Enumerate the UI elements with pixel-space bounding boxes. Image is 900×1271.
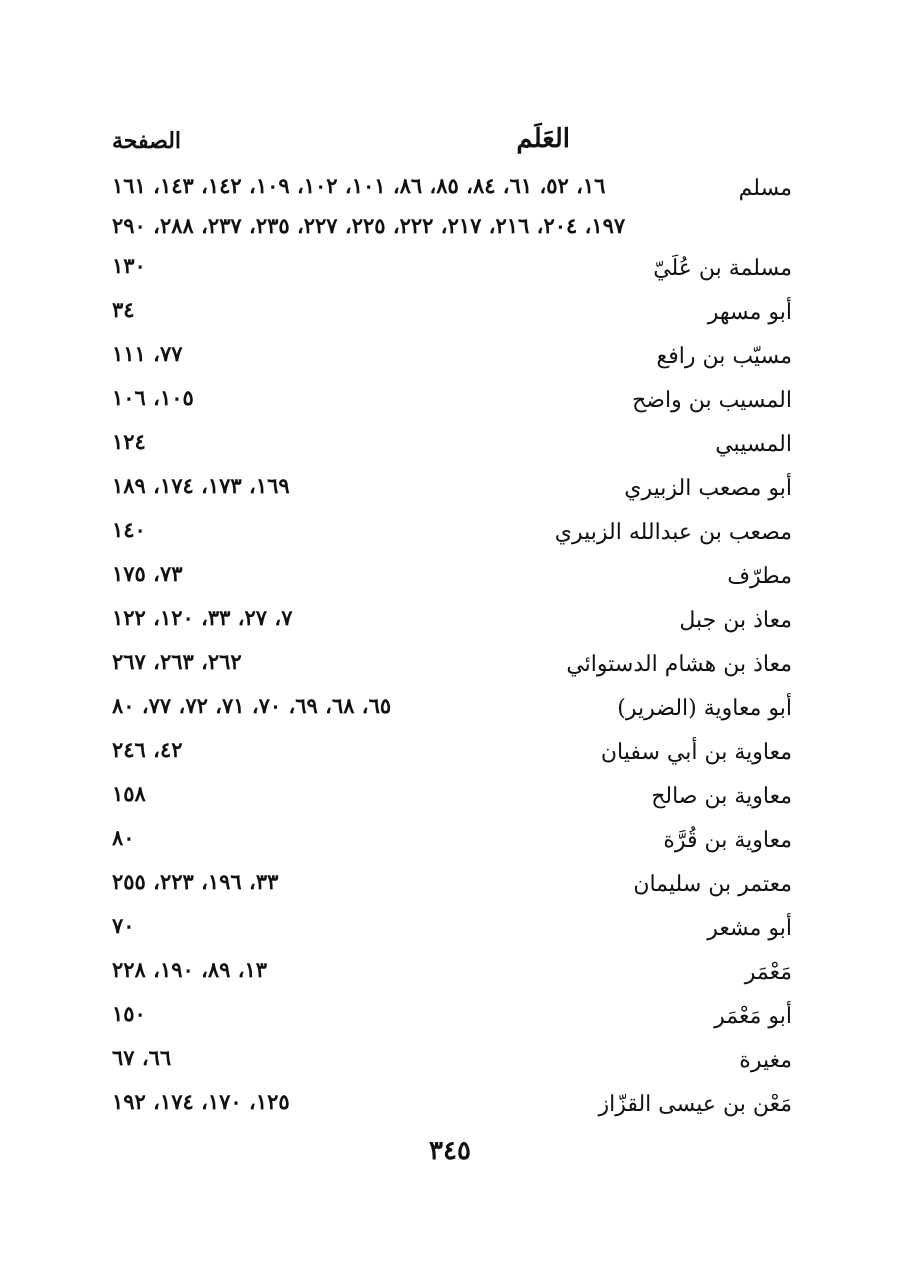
entry-pages: [112, 422, 672, 462]
entry-pages: [112, 166, 672, 246]
page-numbers-line: ١٦، ٥٢، ٦١، ٨٤، ٨٥، ٨٦، ١٠١، ١٠٢، ١٠٩، ١٤٢، ١٤٣، ١٦١: [112, 173, 606, 198]
entry-name: مسيّب بن رافع: [656, 344, 792, 369]
index-entry: [112, 598, 792, 642]
index-entry: [112, 246, 792, 290]
index-entry: [112, 554, 792, 598]
page-numbers-line: ١٤٠: [112, 517, 146, 542]
entry-name: أبو مصعب الزبيري: [624, 476, 792, 501]
page-numbers-line: ١٢٤: [112, 429, 146, 454]
entry-name: مسلمة بن عُلَيّ: [653, 256, 792, 281]
page-numbers-line: ٣٣، ١٩٦، ٢٢٣، ٢٥٥: [112, 869, 279, 894]
entry-name: مسلم: [738, 176, 792, 201]
entry-pages: [112, 290, 672, 330]
page-numbers-line: ٧، ٢٧، ٣٣، ١٢٠، ١٢٢: [112, 605, 293, 630]
page-numbers-line: ٨٠: [112, 825, 135, 850]
page-numbers-line: ١٩٧، ٢٠٤، ٢١٦، ٢١٧، ٢٢٢، ٢٢٥، ٢٢٧، ٢٣٥، ٢٣٧، ٢٨٨، ٢٩٠: [112, 213, 626, 238]
index-entry: [112, 422, 792, 466]
index-entry: [112, 1082, 792, 1126]
entry-name: مصعب بن عبدالله الزبيري: [554, 520, 792, 545]
entry-name: أبو مسهر: [707, 300, 792, 325]
entry-pages: [112, 642, 566, 682]
entry-pages: [112, 1082, 598, 1122]
page-numbers-line: ٢٦٢، ٢٦٣، ٢٦٧: [112, 649, 242, 674]
entry-pages: [112, 334, 657, 374]
index-entries: [112, 166, 792, 1126]
page-numbers-line: ٤٢، ٢٤٦: [112, 737, 183, 762]
index-entry: [112, 166, 792, 246]
entry-name: معاذ بن جبل: [679, 608, 792, 633]
column-heading-name: العَلَم: [516, 124, 570, 154]
entry-name: معاوية بن صالح: [651, 784, 792, 809]
page-numbers-line: ٦٥، ٦٨، ٦٩، ٧٠، ٧١، ٧٢، ٧٧، ٨٠: [112, 693, 392, 718]
index-entry: [112, 906, 792, 950]
page-numbers-line: ١٢٥، ١٧٠، ١٧٤، ١٩٢: [112, 1089, 290, 1114]
index-entry: [112, 466, 792, 510]
index-entry: [112, 774, 792, 818]
page-number: ٣٤٥: [429, 1136, 471, 1166]
entry-pages: [112, 774, 651, 814]
entry-pages: [112, 950, 672, 990]
entry-pages: [112, 730, 601, 770]
index-entry: [112, 994, 792, 1038]
entry-name: مَعْمَر: [744, 960, 792, 985]
index-entry: [112, 818, 792, 862]
entry-name: أبو مَعْمَر: [714, 1004, 792, 1029]
index-entry: [112, 1038, 792, 1082]
page-numbers-line: ٧٣، ١٧٥: [112, 561, 183, 586]
index-entry: [112, 510, 792, 554]
entry-pages: [112, 686, 617, 726]
entry-name: أبو معاوية (الضرير): [617, 696, 792, 721]
entry-pages: [112, 466, 624, 506]
index-entry: [112, 686, 792, 730]
page-numbers-line: ٦٦، ٦٧: [112, 1045, 172, 1070]
page-numbers-line: ١٥٨: [112, 781, 146, 806]
entry-name: معاذ بن هشام الدستوائي: [566, 652, 792, 677]
page-numbers-line: ١٣٠: [112, 253, 146, 278]
entry-pages: [112, 818, 663, 858]
entry-pages: [112, 598, 672, 638]
page-numbers-line: ٧٠: [112, 913, 135, 938]
page-numbers-line: ٧٧، ١١١: [112, 341, 183, 366]
entry-pages: [112, 510, 555, 550]
entry-name: معتمر بن سليمان: [633, 872, 792, 897]
entry-pages: [112, 554, 672, 594]
entry-pages: [112, 378, 632, 418]
entry-pages: [112, 1038, 672, 1078]
index-header: [112, 124, 792, 164]
index-entry: [112, 730, 792, 774]
entry-name: المسيبي: [715, 432, 792, 457]
index-entry: [112, 950, 792, 994]
page-numbers-line: ١٣، ٨٩، ١٩٠، ٢٢٨: [112, 957, 268, 982]
index-entry: [112, 378, 792, 422]
index-entry: [112, 862, 792, 906]
entry-pages: [112, 994, 672, 1034]
index-entry: [112, 642, 792, 686]
page-numbers-line: ١٥٠: [112, 1001, 146, 1026]
entry-name: مطرّف: [727, 564, 792, 589]
entry-name: مغيرة: [739, 1048, 792, 1073]
entry-name: مَعْن بن عيسى القزّاز: [598, 1092, 792, 1117]
index-entry: [112, 290, 792, 334]
entry-pages: [112, 906, 672, 946]
page-numbers-line: ١٦٩، ١٧٣، ١٧٤، ١٨٩: [112, 473, 290, 498]
column-heading-page: الصفحة: [112, 128, 182, 154]
entry-pages: [112, 862, 633, 902]
entry-name: المسيب بن واضح: [632, 388, 792, 413]
entry-pages: [112, 246, 653, 286]
index-entry: [112, 334, 792, 378]
entry-name: معاوية بن قُرَّة: [663, 828, 792, 853]
page-numbers-line: ٣٤: [112, 297, 135, 322]
entry-name: أبو مشعر: [707, 916, 792, 941]
entry-name: معاوية بن أبي سفيان: [600, 740, 792, 765]
page-numbers-line: ١٠٥، ١٠٦: [112, 385, 194, 410]
